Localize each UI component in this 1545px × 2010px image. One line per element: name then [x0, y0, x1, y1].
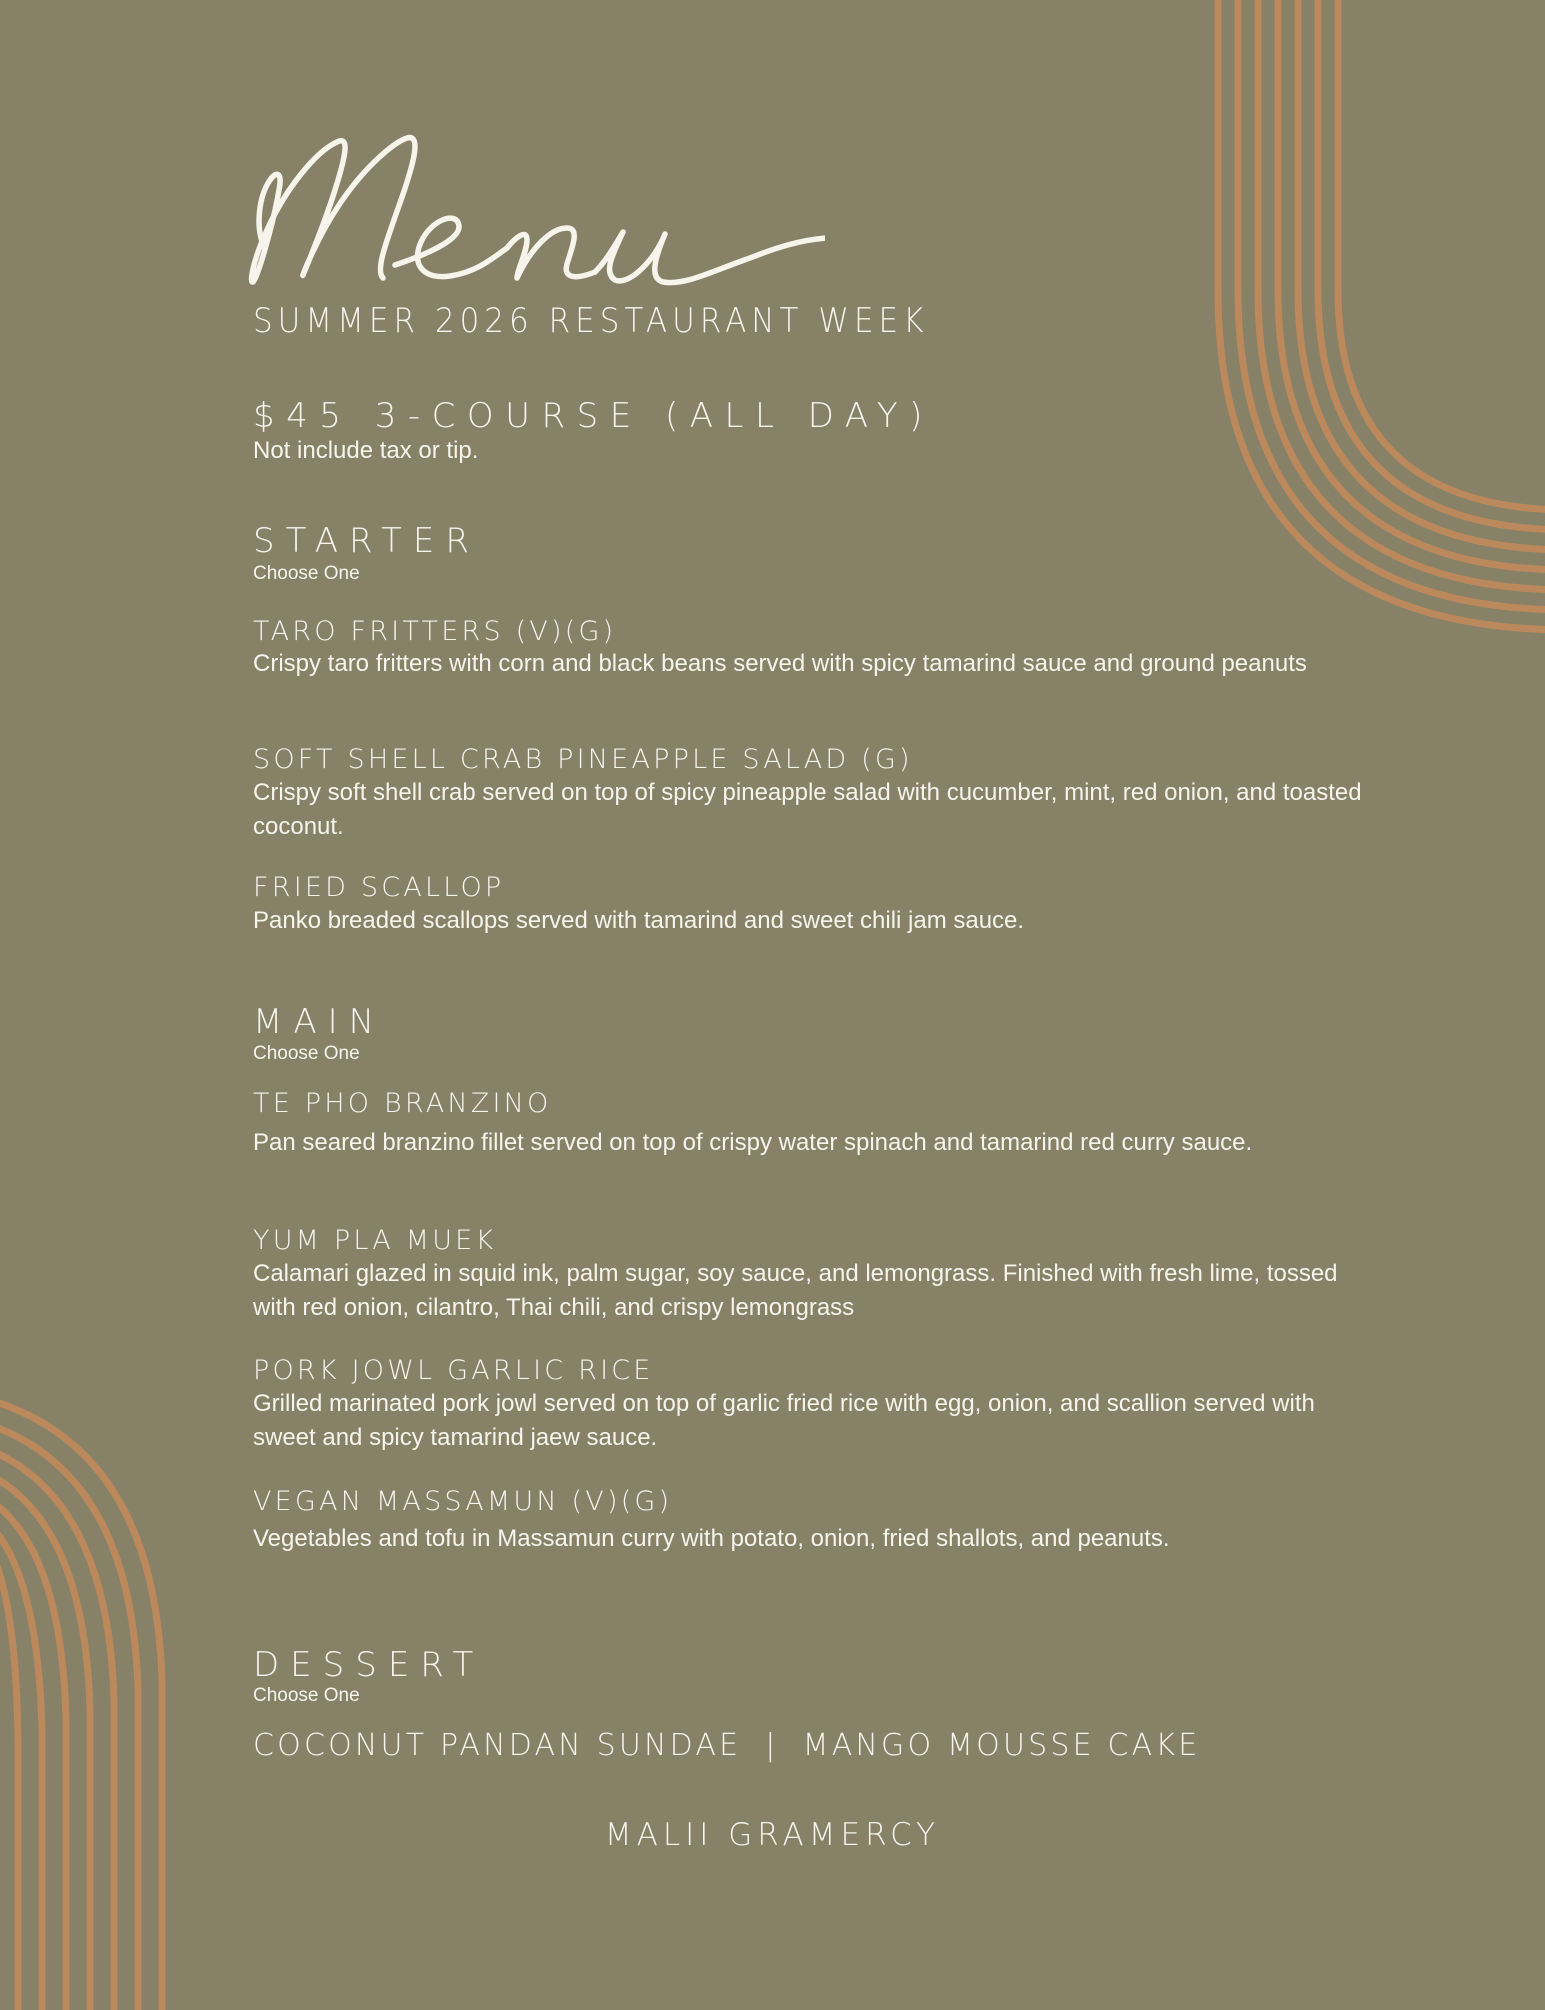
decorative-arcs-top-right: [1190, 0, 1545, 650]
menu-item-title: YUM PLA MUEK: [253, 1225, 497, 1256]
menu-item-title: FRIED SCALLOP: [253, 872, 505, 903]
section-title-main: MAIN: [253, 1002, 386, 1042]
section-subtitle-main: Choose One: [253, 1043, 360, 1064]
section-subtitle-starter: Choose One: [253, 563, 360, 584]
price-note: Not include tax or tip.: [253, 437, 479, 464]
section-title-starter: STARTER: [253, 521, 480, 561]
menu-item-description: Panko breaded scallops served with tamarind and sweet chili jam sauce.: [253, 907, 1025, 934]
menu-item-description: Crispy soft shell crab served on top of spicy pineapple salad with cucumber, mint, red onion, and toasted coconut.: [253, 779, 1362, 840]
section-subtitle-dessert: Choose One: [253, 1685, 360, 1706]
menu-item-title: TARO FRITTERS (V)(G): [253, 616, 617, 647]
section-title-dessert: DESSERT: [253, 1645, 485, 1685]
menu-item-title: PORK JOWL GARLIC RICE: [253, 1355, 654, 1386]
menu-item-description: Vegetables and tofu in Massamun curry with potato, onion, fried shallots, and peanuts.: [253, 1525, 1170, 1552]
dessert-separator: |: [765, 1728, 779, 1763]
dessert-items: [253, 1728, 1200, 1763]
menu-item-title: SOFT SHELL CRAB PINEAPPLE SALAD (G): [253, 744, 913, 775]
menu-subtitle: SUMMER 2026 RESTAURANT WEEK: [253, 302, 929, 341]
menu-item-description: Calamari glazed in squid ink, palm sugar, soy sauce, and lemongrass. Finished with fresh lime, tossed with red onion, cilantro, Thai chili, and crispy lemongrass: [253, 1260, 1338, 1321]
menu-item-description: Grilled marinated pork jowl served on top of garlic fried rice with egg, onion, and scallion served with sweet and spicy tamarind jaew sauce.: [253, 1390, 1315, 1451]
menu-item-description: Crispy taro fritters with corn and black beans served with spicy tamarind sauce and ground peanuts: [253, 650, 1307, 677]
decorative-arcs-bottom-left: [0, 1380, 190, 2010]
price-line: $45 3-COURSE (ALL DAY): [253, 396, 934, 436]
menu-script-title: [245, 130, 825, 300]
menu-item-title: VEGAN MASSAMUN (V)(G): [253, 1486, 673, 1517]
restaurant-name: MALII GRAMERCY: [604, 1817, 941, 1853]
menu-item-description: Pan seared branzino fillet served on top of crispy water spinach and tamarind red curry sauce.: [253, 1129, 1253, 1156]
menu-item-title: TE PHO BRANZINO: [253, 1088, 552, 1119]
dessert-item: COCONUT PANDAN SUNDAE: [253, 1728, 742, 1763]
dessert-item: MANGO MOUSSE CAKE: [802, 1728, 1201, 1763]
